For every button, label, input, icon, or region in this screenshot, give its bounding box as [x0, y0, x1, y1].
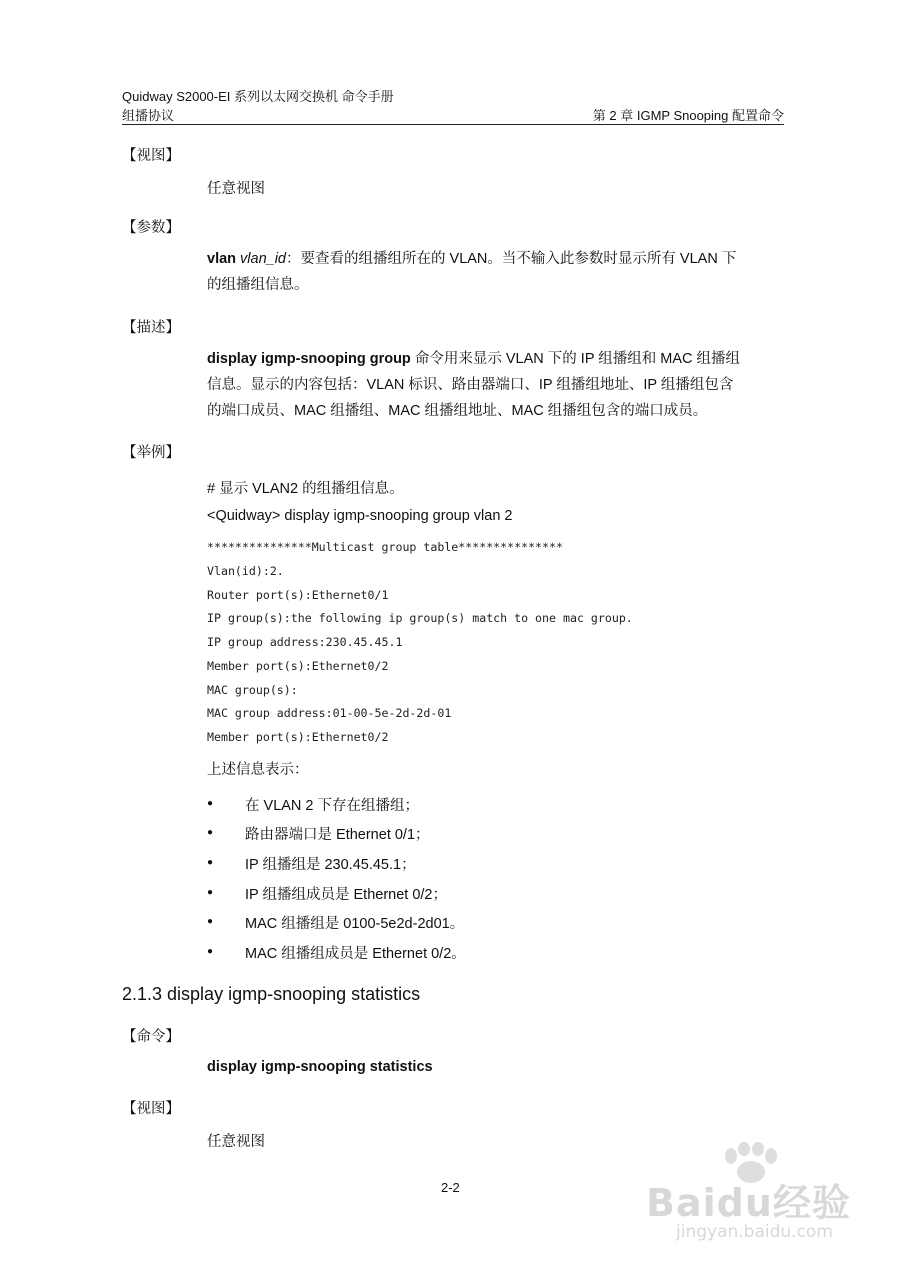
output-line: Vlan(id):2.	[207, 564, 284, 578]
page-number: 2-2	[441, 1180, 460, 1195]
params-paragraph	[207, 246, 785, 298]
output-line: ***************Multicast group table***************	[207, 540, 563, 554]
params-line-2: 的组播组信息。	[207, 277, 309, 293]
bullet-dot-icon: ●	[207, 798, 214, 809]
watermark-logo: Baidu经验	[646, 1181, 851, 1225]
subsection-title: 2.1.3 display igmp-snooping statistics	[122, 984, 421, 1004]
header-rule	[122, 124, 784, 125]
desc-heading: 【描述】	[122, 320, 180, 336]
desc-command: display igmp-snooping group	[207, 351, 411, 367]
output-line: Router port(s):Ethernet0/1	[207, 588, 389, 602]
params-keyword: vlan	[207, 251, 237, 267]
params-heading: 【参数】	[122, 220, 180, 236]
view-text-2: 任意视图	[207, 1134, 265, 1150]
example-command: <Quidway> display igmp-snooping group vlan 2	[207, 508, 513, 524]
view-heading: 【视图】	[122, 148, 180, 164]
bullet-item: IP 组播组是 230.45.45.1；	[245, 857, 416, 873]
desc-line-1	[207, 346, 785, 372]
header-title: Quidway S2000-EI 系列以太网交换机 命令手册	[122, 89, 394, 104]
params-arg: vlan_id	[240, 251, 286, 267]
command-text: display igmp-snooping statistics	[207, 1059, 433, 1075]
bullet-item: IP 组播组成员是 Ethernet 0/2；	[245, 887, 447, 903]
params-line-1	[207, 246, 785, 272]
example-intro: # 显示 VLAN2 的组播组信息。	[207, 481, 404, 497]
header-chapter-title: 第 2 章 IGMP Snooping 配置命令	[592, 108, 784, 123]
bullet-dot-icon: ●	[207, 827, 214, 838]
output-line: IP group(s):the following ip group(s) match to one mac group.	[207, 611, 633, 625]
output-line: Member port(s):Ethernet0/2	[207, 730, 389, 744]
output-line: IP group address:230.45.45.1	[207, 635, 403, 649]
bullet-item: MAC 组播组成员是 Ethernet 0/2。	[245, 946, 466, 962]
desc-line-3: 的端口成员、MAC 组播组、MAC 组播组地址、MAC 组播组包含的端口成员。	[207, 403, 708, 419]
desc-line-2: 信息。显示的内容包括：VLAN 标识、路由器端口、IP 组播组地址、IP 组播组包含	[207, 377, 734, 393]
command-heading: 【命令】	[122, 1029, 180, 1045]
view-text: 任意视图	[207, 181, 265, 197]
params-desc-1: ：要查看的组播组所在的 VLAN。当不输入此参数时显示所有 VLAN 下	[286, 251, 737, 267]
header-chapter-group: 组播协议	[122, 108, 175, 123]
output-line: MAC group(s):	[207, 683, 298, 697]
output-line: MAC group address:01-00-5e-2d-2d-01	[207, 706, 452, 720]
watermark-url: jingyan.baidu.com	[676, 1222, 833, 1242]
desc-paragraph	[207, 346, 785, 424]
bullet-dot-icon: ●	[207, 946, 214, 957]
bullet-item: MAC 组播组是 0100-5e2d-2d01。	[245, 916, 465, 932]
bullet-dot-icon: ●	[207, 916, 214, 927]
example-heading: 【举例】	[122, 445, 180, 461]
summary-intro: 上述信息表示：	[207, 762, 309, 778]
bullet-dot-icon: ●	[207, 857, 214, 868]
desc-line-1-rest: 命令用来显示 VLAN 下的 IP 组播组和 MAC 组播组	[410, 351, 741, 367]
bullet-item: 在 VLAN 2 下存在组播组；	[245, 798, 420, 814]
view-heading-2: 【视图】	[122, 1101, 180, 1117]
output-line: Member port(s):Ethernet0/2	[207, 659, 389, 673]
bullet-item: 路由器端口是 Ethernet 0/1；	[245, 827, 430, 843]
bullet-dot-icon: ●	[207, 887, 214, 898]
